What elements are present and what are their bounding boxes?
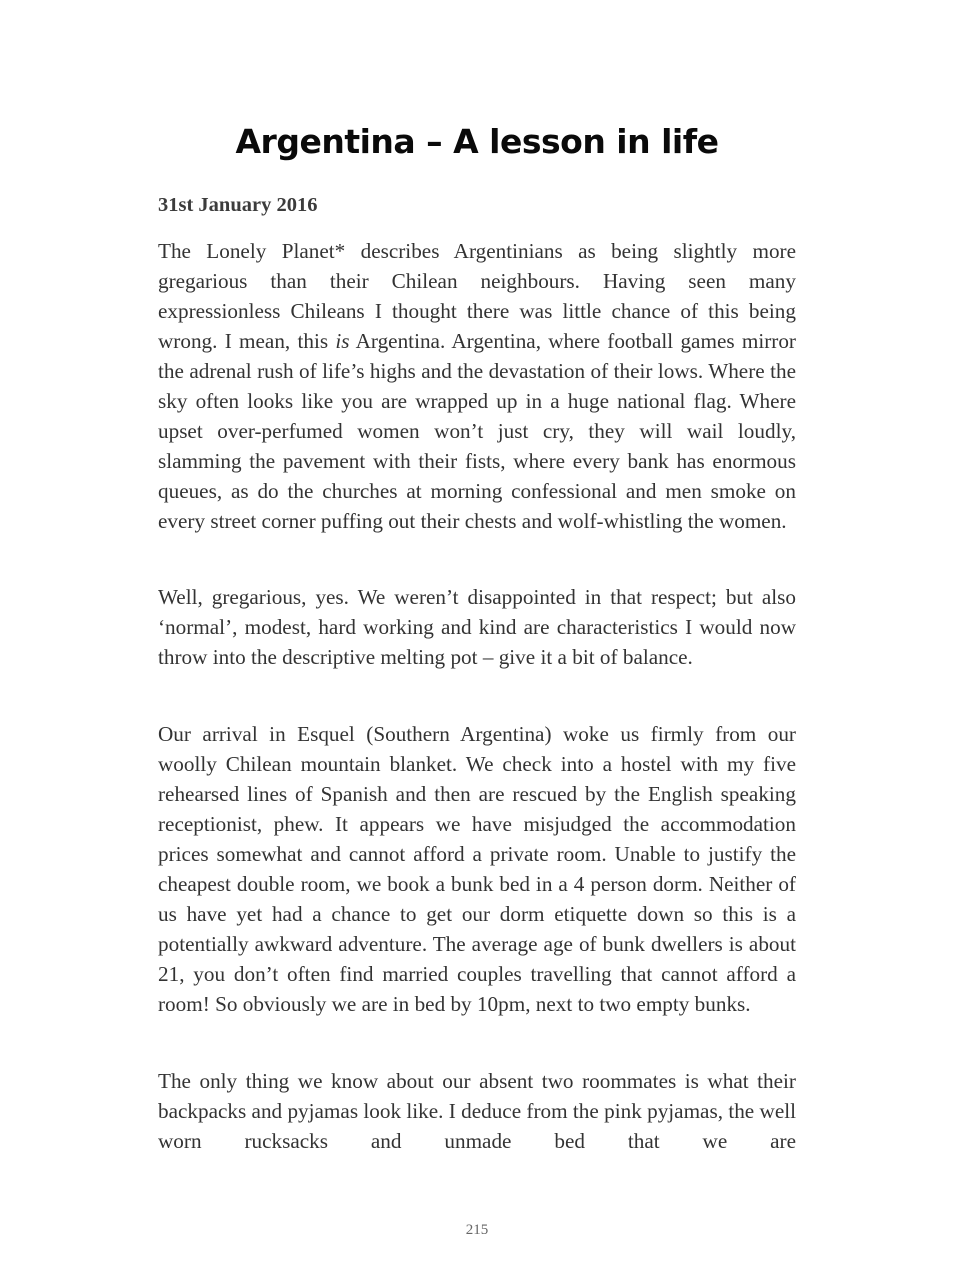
- paragraph-1-emphasis: is: [335, 329, 350, 353]
- paragraph-4: The only thing we know about our absent two roommates is what their backpacks and pyjamas look like. I deduce from the pink pyjamas, the well worn rucksacks and unmade bed that we are: [158, 1069, 796, 1153]
- page-number: 215: [465, 1222, 489, 1238]
- paragraph-1: [158, 236, 796, 536]
- paragraph-3: Our arrival in Esquel (Southern Argentina) woke us firmly from our woolly Chilean mountain blanket. We check into a hostel with my five rehearsed lines of Spanish and then are rescued by the English speaking receptionist, phew. It appears we have misjudged the accommodation prices somewhat and cannot afford a private room. Unable to justify the cheapest double room, we book a bunk bed in a 4 person dorm. Neither of us have yet had a chance to get our dorm etiquette down so this is a potentially awkward adventure. The average age of bunk dwellers is about 21, you don’t often find married couples travelling that cannot afford a room! So obviously we are in bed by 10pm, next to two empty bunks.: [158, 722, 796, 1016]
- paragraph-1-text-start: The Lonely Planet* describes Argentinians as being slightly more gregarious than their Chilean neighbours. Having seen many expressionless Chileans I thought there was little chance of this being wrong. I mean, this: [158, 239, 796, 353]
- paragraph-2: Well, gregarious, yes. We weren’t disappointed in that respect; but also ‘normal’, modest, hard working and kind are characteristics I would now throw into the descriptive melting pot – give it a bit of balance.: [158, 585, 796, 669]
- chapter-title: Argentina – A lesson in life: [235, 122, 719, 161]
- entry-date: 31st January 2016: [158, 194, 318, 216]
- paragraph-1-text-end: Argentina. Argentina, where football games mirror the adrenal rush of life’s highs and the devastation of their lows. Where the sky often looks like you are wrapped up in a huge national flag. Where upset over-perfumed women won’t just cry, they will wail loudly, slamming the pavement with their fists, where every bank has enormous queues, as do the churches at morning confessional and men smoke on every street corner puffing out their chests and wolf-whistling the women.: [158, 329, 796, 533]
